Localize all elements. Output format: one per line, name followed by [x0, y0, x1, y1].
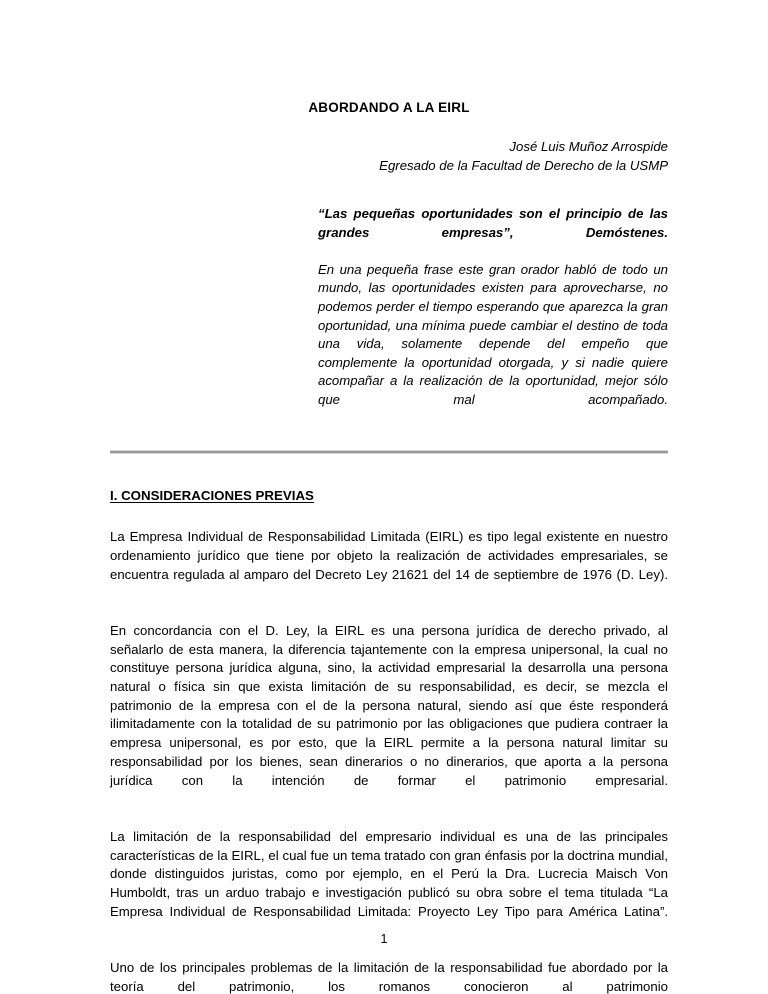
body-paragraph: Uno de los principales problemas de la limitación de la responsabilidad fue abordado por la teoría del patrimonio, los romanos conocieron al patrimonio — [110, 960, 668, 994]
page-number: 1 — [380, 932, 388, 946]
epigraph-commentary-wrap — [318, 261, 668, 428]
author-affiliation: Egresado de la Facultad de Derecho de la USMP — [379, 157, 668, 173]
author-name: José Luis Muñoz Arrospide — [509, 139, 668, 154]
epigraph-quote: “Las pequeñas oportunidades son el principio de las grandes empresas”, Demóstenes. — [318, 206, 668, 240]
section-heading-consideraciones-previas: I. CONSIDERACIONES PREVIAS — [110, 488, 314, 504]
epigraph-block — [318, 205, 668, 428]
page-title: ABORDANDO A LA EIRL — [308, 100, 470, 115]
body-paragraph: La limitación de la responsabilidad del empresario individual es una de las principales características de la EIRL, el cual fue un tema tratado con gran énfasis por la doctrina mundial, donde distinguidos juristas, como por ejemplo, en el Perú la Dra. Lucrecia Maisch Von Humboldt, tras un arduo trabajo e investigación publicó su obra sobre el tema titulada “La Empresa Individual de Responsabilidad Limitada: Proyecto Ley Tipo para América Latina”. — [110, 828, 668, 919]
epigraph-commentary: En una pequeña frase este gran orador habló de todo un mundo, las oportunidades existen para aprovecharse, no podemos perder el tiempo esperando que aparezca la gran oportunidad, una mínima puede cambiar el destino de toda una vida, solamente depende del empeño que complemente la oportunidad otorgada, y si nadie quiere acompañar a la realización de la oportunidad, mejor sólo que mal acompañado. — [318, 261, 668, 407]
horizontal-divider — [110, 450, 668, 454]
body-paragraph: En concordancia con el D. Ley, la EIRL es una persona jurídica de derecho privado, al señalarlo de esta manera, la diferencia tajantemente con la empresa unipersonal, la cual no constituye persona jurídica alguna, sino, la actividad empresarial la desarrolla una persona natural o física sin que exista limitación de su responsabilidad, es decir, se mezcla el patrimonio de la empresa con el de la persona natural, siendo así que éste responderá ilimitadamente con la totalidad de su patrimonio por las obligaciones que pudiera contraer la empresa unipersonal, es por esto, que la EIRL permite a la persona natural limitar su responsabilidad por los bienes, sean dinerarios o no dinerarios, que aporta a la persona jurídica con la intención de formar el patrimonio empresarial. — [110, 622, 668, 788]
page-content — [110, 0, 668, 994]
author-block — [110, 138, 668, 175]
body-paragraph: La Empresa Individual de Responsabilidad Limitada (EIRL) es tipo legal existente en nuestro ordenamiento jurídico que tiene por objeto la realización de actividades empresariales, se encuentra regulada al amparo del Decreto Ley 21621 del 14 de septiembre de 1976 (D. Ley). — [110, 529, 668, 582]
